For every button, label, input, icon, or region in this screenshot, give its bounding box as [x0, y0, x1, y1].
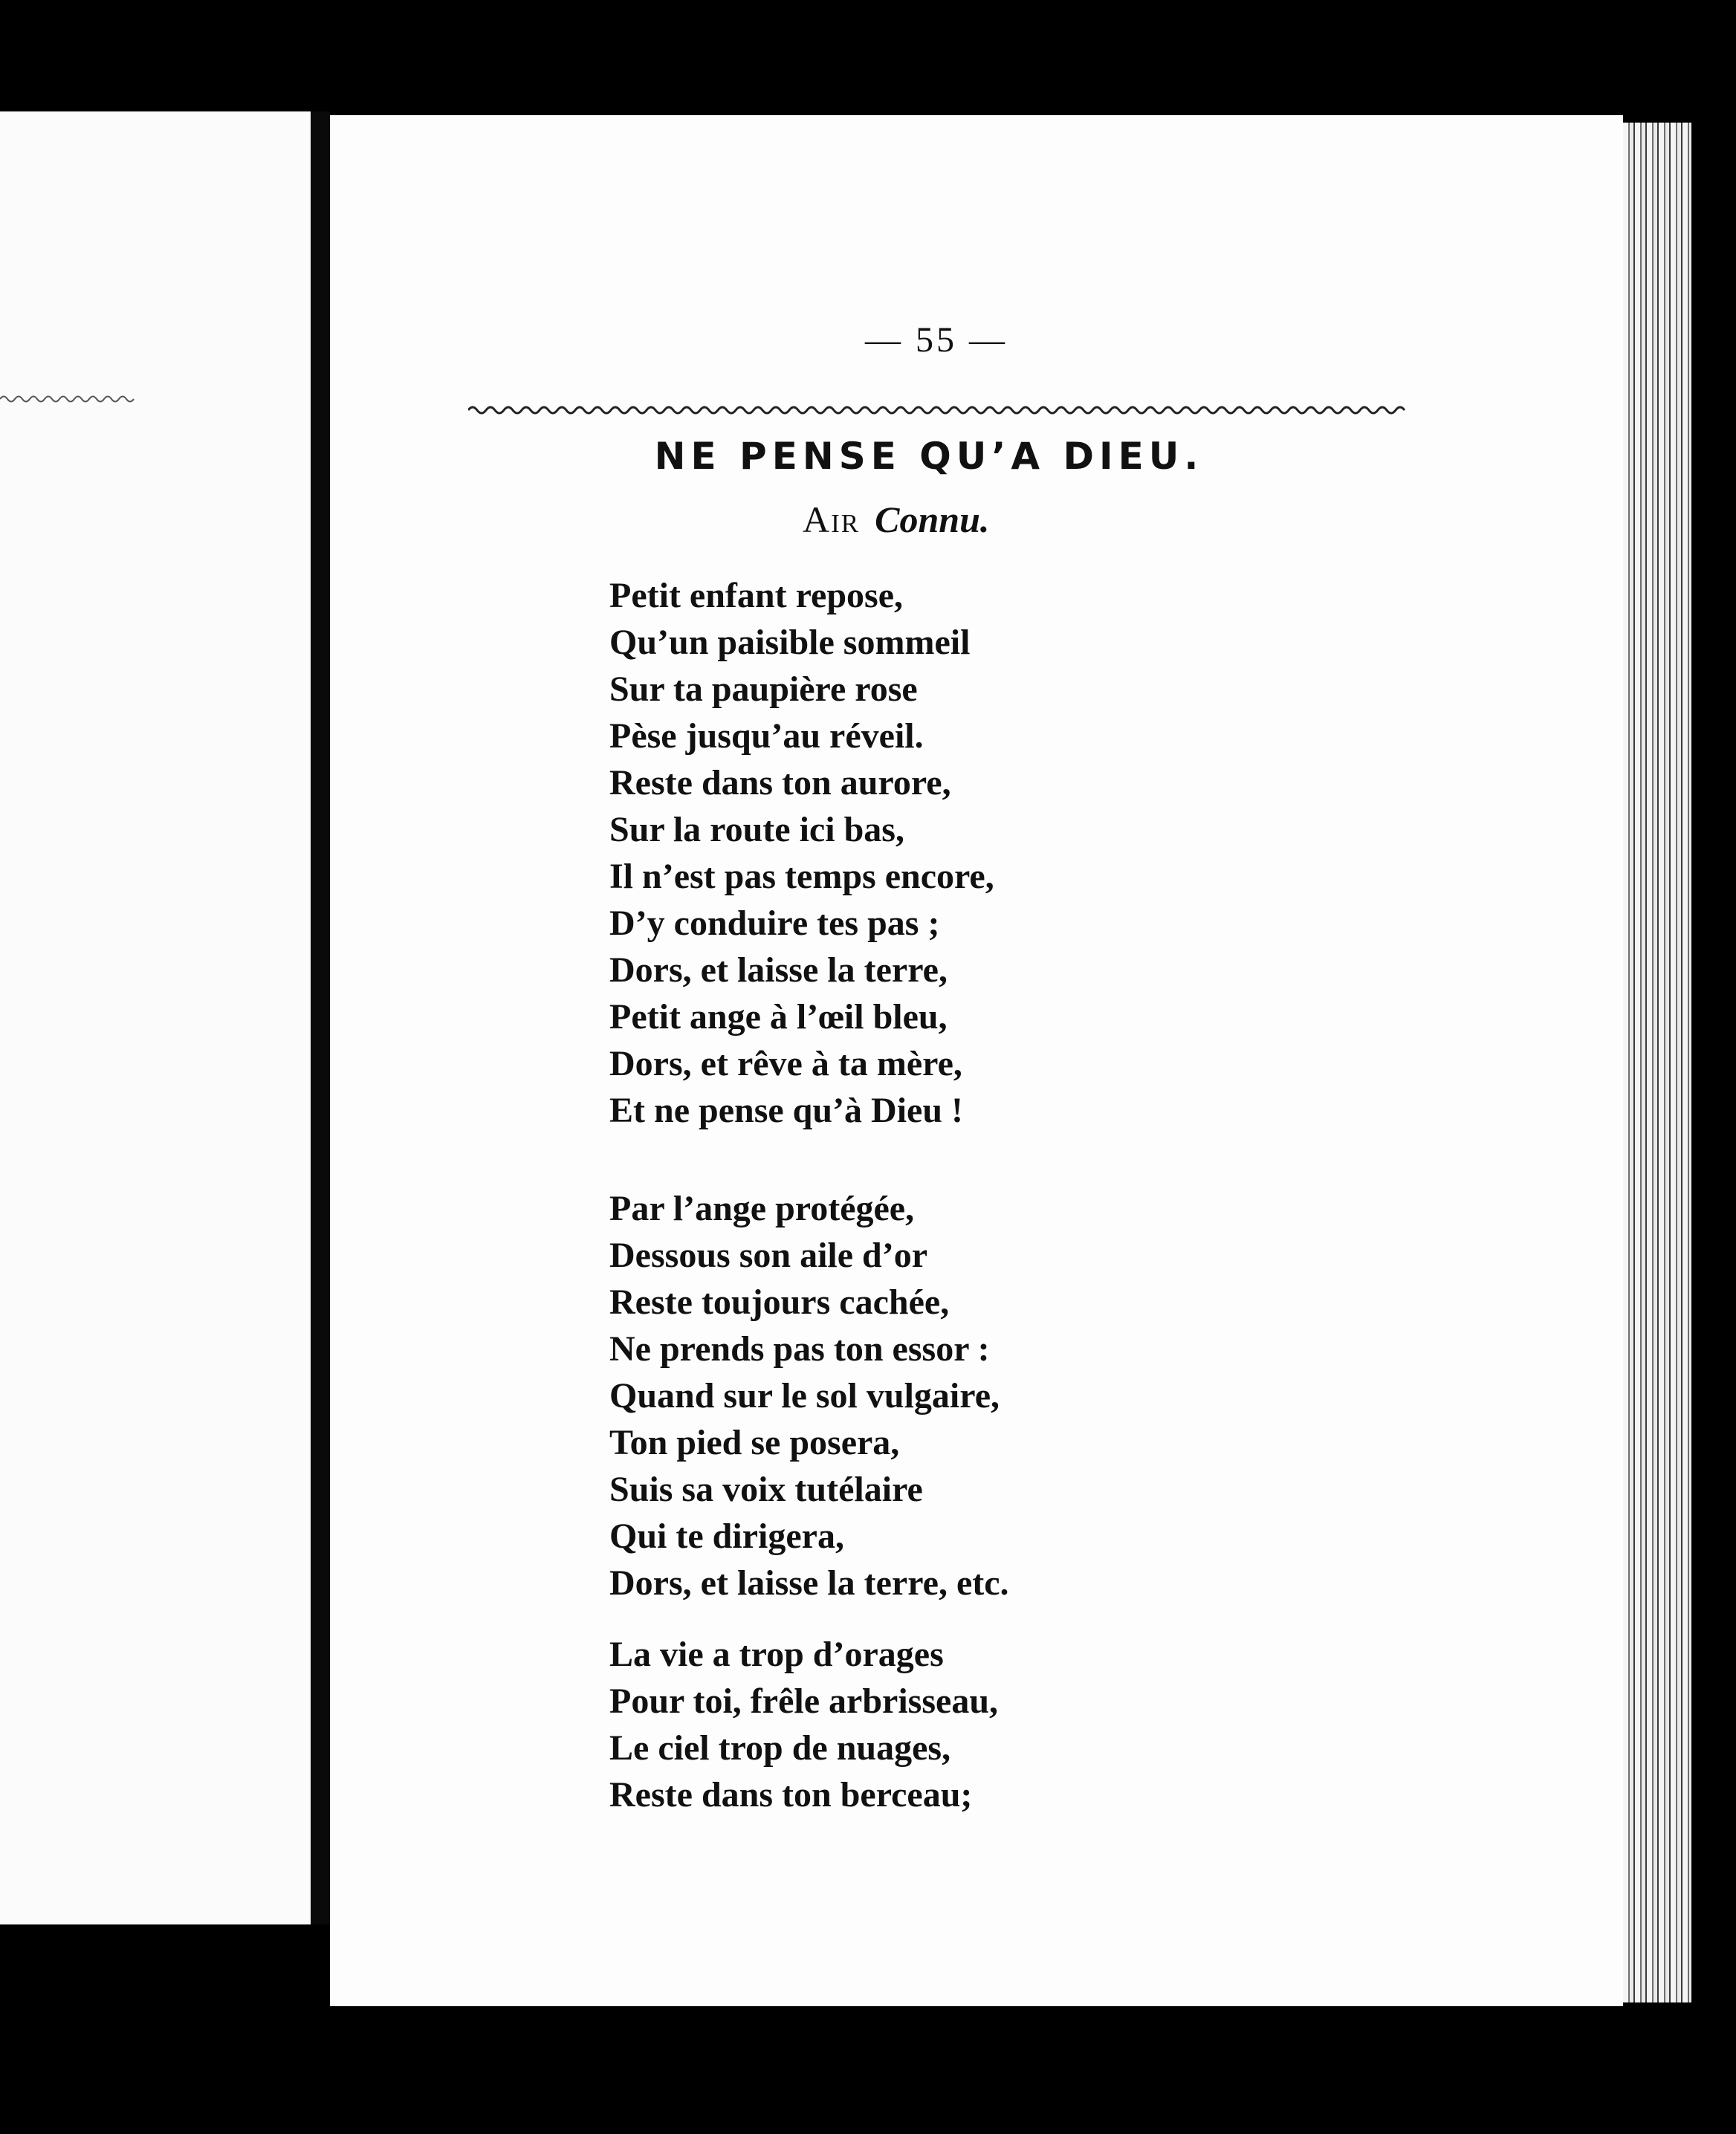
verse-line: Reste dans ton berceau; — [609, 1775, 973, 1814]
verse-line: Petit enfant repose, — [609, 576, 904, 615]
verse-line: Qui te dirigera, — [609, 1517, 844, 1556]
verse-line: Sur ta paupière rose — [609, 669, 918, 709]
stanza-1 — [609, 572, 1323, 1134]
verse-line: Suis sa voix tutélaire — [609, 1470, 923, 1509]
air-label: Air — [803, 499, 861, 540]
book-spine — [311, 111, 330, 1924]
verse-line: Reste toujours cachée, — [609, 1282, 950, 1322]
verse-line: Le ciel trop de nuages, — [609, 1728, 951, 1768]
verse-line: Il n’est pas temps encore, — [609, 857, 994, 896]
verse-line: Dors, et laisse la terre, — [609, 950, 948, 990]
verse-line: Dessous son aile d’or — [609, 1236, 928, 1275]
ornamental-rule — [468, 401, 1412, 419]
stanza-2 — [609, 1185, 1323, 1606]
page-number: — 55 — — [865, 320, 1008, 360]
ornamental-rule-left — [0, 392, 137, 406]
verse-line: Qu’un paisible sommeil — [609, 623, 971, 662]
air-name: Connu. — [875, 499, 990, 540]
verse-line: Reste dans ton aurore, — [609, 763, 951, 802]
verse-line: Pèse jusqu’au réveil. — [609, 716, 924, 756]
verse-line: Quand sur le sol vulgaire, — [609, 1376, 1000, 1415]
stanza-3 — [609, 1631, 1323, 1818]
verse-line: Et ne pense qu’à Dieu ! — [609, 1091, 964, 1130]
verse-line: La vie a trop d’orages — [609, 1635, 944, 1674]
verse-line: Par l’ange protégée, — [609, 1189, 915, 1228]
verse-line: Ne prends pas ton essor : — [609, 1329, 990, 1369]
song-air — [803, 498, 1070, 541]
left-page — [0, 111, 311, 1924]
song-title: NE PENSE QU’A DIEU. — [654, 435, 1204, 478]
verse-line: Dors, et rêve à ta mère, — [609, 1044, 962, 1083]
verse-line: Sur la route ici bas, — [609, 810, 904, 849]
verse-line: Petit ange à l’œil bleu, — [609, 997, 948, 1037]
verse-line: Pour toi, frêle arbrisseau, — [609, 1681, 999, 1721]
verse-line: D’y conduire tes pas ; — [609, 904, 940, 943]
verse-line: Dors, et laisse la terre, etc. — [609, 1563, 1009, 1603]
page-edges — [1623, 123, 1691, 2002]
verse-line: Ton pied se posera, — [609, 1423, 900, 1462]
